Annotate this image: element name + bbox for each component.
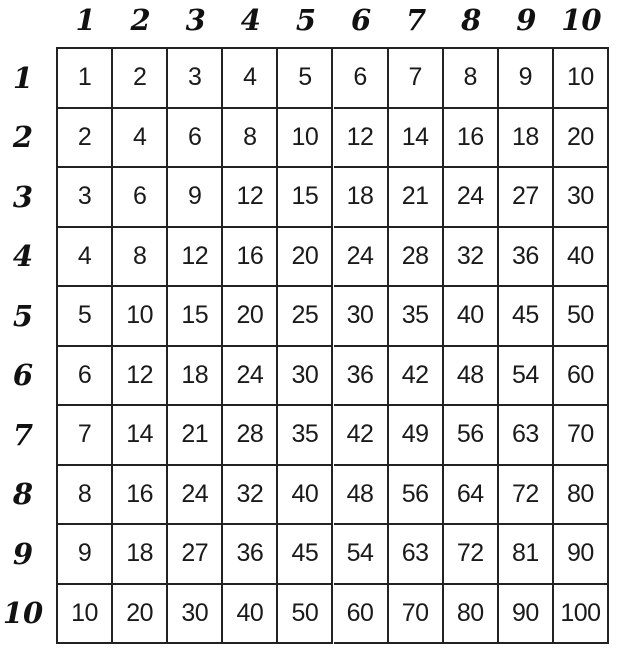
table-cell: 25 (278, 287, 333, 347)
table-cell: 40 (278, 466, 333, 526)
table-cell: 20 (113, 585, 168, 645)
table-cell: 21 (168, 406, 223, 466)
table-cell: 40 (223, 585, 278, 645)
table-cell: 56 (444, 406, 499, 466)
table-cell: 56 (389, 466, 444, 526)
table-cell: 90 (499, 585, 554, 645)
table-cell: 15 (168, 287, 223, 347)
table-cell: 18 (168, 347, 223, 407)
table-cell: 70 (389, 585, 444, 645)
table-cell: 8 (444, 49, 499, 109)
table-cell: 28 (223, 406, 278, 466)
table-cell: 21 (389, 168, 444, 228)
table-cell: 90 (554, 525, 609, 585)
table-cell: 80 (554, 466, 609, 526)
table-cell: 2 (113, 49, 168, 109)
row-header: 1 (12, 60, 34, 95)
table-cell: 40 (554, 228, 609, 288)
column-header: 2 (130, 3, 151, 37)
table-cell: 3 (58, 168, 113, 228)
table-cell: 9 (168, 168, 223, 228)
table-cell: 14 (389, 109, 444, 169)
table-cell: 50 (554, 287, 609, 347)
multiplication-grid (56, 47, 609, 644)
table-cell: 24 (334, 228, 389, 288)
column-header: 1 (75, 3, 96, 37)
table-cell: 10 (554, 49, 609, 109)
table-cell: 72 (499, 466, 554, 526)
row-header: 7 (12, 417, 34, 452)
table-cell: 20 (554, 109, 609, 169)
row-header: 2 (12, 120, 34, 155)
table-cell: 12 (223, 168, 278, 228)
table-cell: 7 (58, 406, 113, 466)
table-cell: 12 (334, 109, 389, 169)
table-cell: 1 (58, 49, 113, 109)
column-header: 5 (295, 3, 317, 37)
table-cell: 30 (278, 347, 333, 407)
table-cell: 20 (278, 228, 333, 288)
row-header: 8 (12, 477, 34, 512)
table-cell: 60 (554, 347, 609, 407)
table-cell: 63 (389, 525, 444, 585)
table-cell: 3 (168, 49, 223, 109)
table-cell: 42 (334, 406, 389, 466)
row-header: 6 (12, 358, 34, 393)
table-cell: 24 (168, 466, 223, 526)
table-cell: 36 (499, 228, 554, 288)
table-cell: 45 (278, 525, 333, 585)
table-cell: 50 (278, 585, 333, 645)
table-cell: 36 (223, 525, 278, 585)
table-cell: 14 (113, 406, 168, 466)
table-cell: 35 (278, 406, 333, 466)
table-cell: 6 (334, 49, 389, 109)
row-headers (0, 47, 54, 644)
table-cell: 30 (334, 287, 389, 347)
column-header: 6 (350, 3, 372, 37)
table-cell: 32 (223, 466, 278, 526)
table-cell: 100 (554, 585, 609, 645)
table-cell: 36 (334, 347, 389, 407)
table-cell: 10 (113, 287, 168, 347)
column-header: 7 (406, 3, 427, 37)
table-cell: 63 (499, 406, 554, 466)
table-cell: 4 (223, 49, 278, 109)
row-header: 10 (2, 596, 44, 631)
row-header: 5 (12, 298, 34, 333)
table-cell: 64 (444, 466, 499, 526)
column-header: 9 (516, 3, 537, 37)
table-cell: 81 (499, 525, 554, 585)
table-cell: 16 (444, 109, 499, 169)
table-cell: 24 (223, 347, 278, 407)
table-cell: 5 (278, 49, 333, 109)
table-cell: 80 (444, 585, 499, 645)
table-cell: 28 (389, 228, 444, 288)
column-headers (56, 0, 609, 46)
table-cell: 12 (168, 228, 223, 288)
column-header: 8 (461, 3, 482, 37)
table-cell: 70 (554, 406, 609, 466)
table-cell: 6 (113, 168, 168, 228)
table-cell: 42 (389, 347, 444, 407)
table-cell: 49 (389, 406, 444, 466)
table-cell: 15 (278, 168, 333, 228)
table-cell: 32 (444, 228, 499, 288)
table-cell: 54 (334, 525, 389, 585)
table-cell: 48 (334, 466, 389, 526)
table-cell: 60 (334, 585, 389, 645)
table-cell: 6 (168, 109, 223, 169)
table-cell: 10 (58, 585, 113, 645)
table-cell: 16 (223, 228, 278, 288)
table-cell: 30 (554, 168, 609, 228)
table-cell: 30 (168, 585, 223, 645)
column-header: 4 (240, 3, 261, 37)
column-header: 10 (561, 3, 602, 37)
table-cell: 72 (444, 525, 499, 585)
row-header: 9 (12, 536, 34, 571)
table-cell: 35 (389, 287, 444, 347)
table-cell: 27 (168, 525, 223, 585)
table-cell: 45 (499, 287, 554, 347)
table-cell: 20 (223, 287, 278, 347)
table-cell: 48 (444, 347, 499, 407)
table-cell: 4 (58, 228, 113, 288)
table-cell: 6 (58, 347, 113, 407)
row-header: 3 (12, 179, 34, 214)
table-cell: 8 (113, 228, 168, 288)
table-cell: 2 (58, 109, 113, 169)
column-header: 3 (185, 3, 206, 37)
table-cell: 8 (223, 109, 278, 169)
row-header: 4 (12, 239, 34, 274)
table-cell: 18 (499, 109, 554, 169)
table-cell: 7 (389, 49, 444, 109)
table-cell: 9 (58, 525, 113, 585)
table-cell: 5 (58, 287, 113, 347)
table-cell: 18 (334, 168, 389, 228)
table-cell: 8 (58, 466, 113, 526)
table-cell: 40 (444, 287, 499, 347)
table-cell: 9 (499, 49, 554, 109)
table-cell: 24 (444, 168, 499, 228)
table-cell: 4 (113, 109, 168, 169)
table-cell: 16 (113, 466, 168, 526)
table-cell: 27 (499, 168, 554, 228)
table-cell: 10 (278, 109, 333, 169)
table-cell: 12 (113, 347, 168, 407)
table-cell: 54 (499, 347, 554, 407)
table-cell: 18 (113, 525, 168, 585)
